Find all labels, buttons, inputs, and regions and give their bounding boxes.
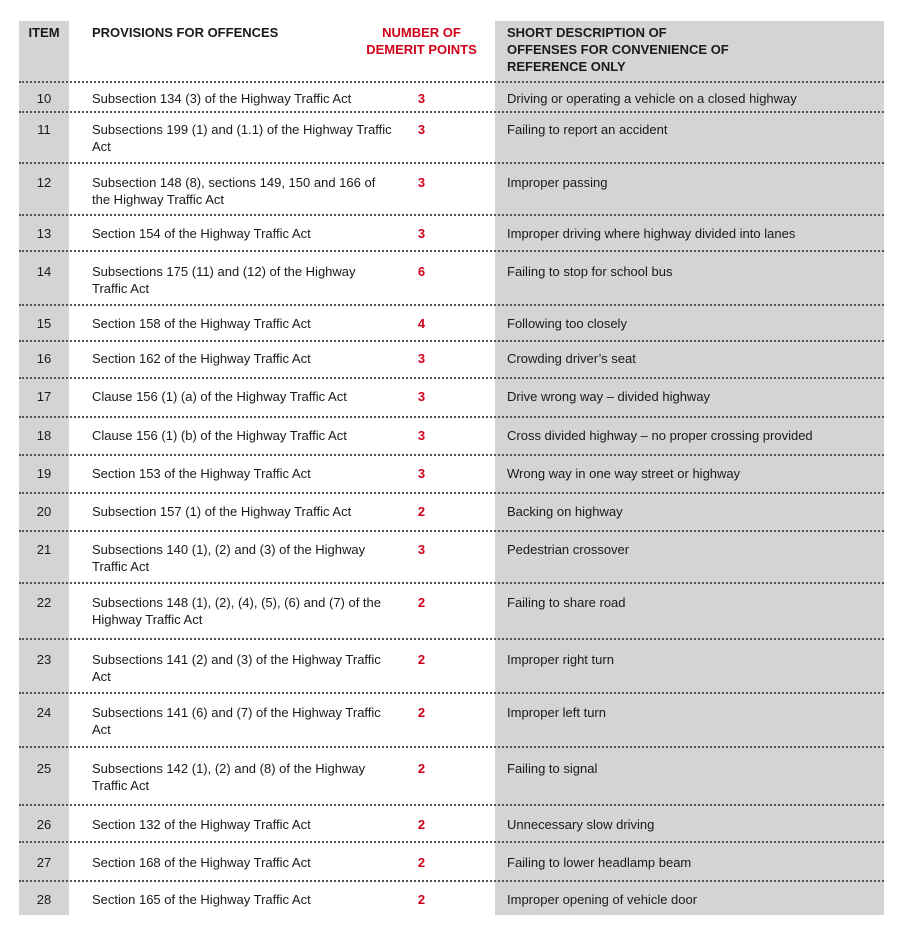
table-row: [19, 704, 884, 740]
row-divider: [19, 162, 884, 164]
table-row: [19, 594, 884, 630]
description-cell: Failing to signal: [507, 761, 598, 776]
provision-cell: Section 158 of the Highway Traffic Act: [92, 316, 311, 331]
item-cell: 25: [36, 761, 52, 776]
item-cell: 23: [36, 652, 52, 667]
item-cell: 28: [36, 892, 52, 907]
points-cell: 4: [417, 316, 426, 331]
row-divider: [19, 638, 884, 640]
item-cell: 24: [36, 705, 52, 720]
provision-cell: Subsection 157 (1) of the Highway Traffic Act: [92, 504, 352, 519]
points-cell: 2: [417, 892, 426, 907]
table-row: [19, 121, 884, 157]
provision-cell: Subsections 141 (6) and (7) of the Highway Traffic Act: [92, 705, 381, 737]
item-cell: 15: [36, 316, 52, 331]
row-divider: [19, 746, 884, 748]
table-row: [19, 427, 884, 463]
description-cell: Unnecessary slow driving: [507, 817, 655, 832]
points-cell: 2: [417, 761, 426, 776]
table-row: [19, 350, 884, 386]
row-divider: [19, 304, 884, 306]
description-cell: Cross divided highway – no proper crossing provided: [507, 428, 813, 443]
table-row: [19, 651, 884, 687]
description-cell: Failing to lower headlamp beam: [507, 855, 692, 870]
points-cell: 3: [417, 175, 426, 190]
table-row: [19, 225, 884, 261]
provision-cell: Subsections 175 (11) and (12) of the Highway Traffic Act: [92, 264, 356, 296]
table-row: [19, 816, 884, 852]
item-cell: 26: [36, 817, 52, 832]
table-row: [19, 315, 884, 351]
row-divider: [19, 214, 884, 216]
points-cell: 2: [417, 817, 426, 832]
description-cell: Improper right turn: [507, 652, 614, 667]
item-cell: 13: [36, 226, 52, 241]
provision-cell: Subsection 134 (3) of the Highway Traffic Act: [92, 91, 352, 106]
item-cell: 10: [36, 91, 52, 106]
points-cell: 2: [417, 504, 426, 519]
description-cell: Driving or operating a vehicle on a closed highway: [507, 91, 797, 106]
item-cell: 11: [37, 122, 51, 137]
description-cell: Failing to report an accident: [507, 122, 668, 137]
description-cell: Failing to stop for school bus: [507, 264, 673, 279]
provision-cell: Clause 156 (1) (b) of the Highway Traffic Act: [92, 428, 347, 443]
table-row: [19, 760, 884, 796]
provision-cell: Section 165 of the Highway Traffic Act: [92, 892, 311, 907]
row-divider: [19, 804, 884, 806]
description-cell: Backing on highway: [507, 504, 623, 519]
table-row: [19, 263, 884, 299]
points-cell: 3: [417, 389, 426, 404]
table-row: [19, 503, 884, 539]
table-header: [19, 24, 884, 76]
provision-cell: Subsections 148 (1), (2), (4), (5), (6) and (7) of the Highway Traffic Act: [92, 595, 382, 627]
header-provisions: PROVISIONS FOR OFFENCES: [92, 25, 279, 40]
header-points: NUMBER OF DEMERIT POINTS: [366, 25, 477, 57]
provision-cell: Section 132 of the Highway Traffic Act: [92, 817, 311, 832]
item-cell: 22: [36, 595, 52, 610]
provision-cell: Section 168 of the Highway Traffic Act: [92, 855, 311, 870]
table-row: [19, 388, 884, 424]
description-cell: Improper passing: [507, 175, 608, 190]
item-cell: 17: [36, 389, 52, 404]
description-cell: Following too closely: [507, 316, 627, 331]
row-divider: [19, 582, 884, 584]
table-row: [19, 854, 884, 890]
provision-cell: Section 162 of the Highway Traffic Act: [92, 351, 311, 366]
table-row: [19, 174, 884, 210]
provision-cell: Section 153 of the Highway Traffic Act: [92, 466, 311, 481]
item-cell: 20: [36, 504, 52, 519]
provision-cell: Subsection 148 (8), sections 149, 150 and 166 of the Highway Traffic Act: [92, 175, 376, 207]
points-cell: 3: [417, 226, 426, 241]
table-row: [19, 891, 884, 927]
description-cell: Improper left turn: [507, 705, 606, 720]
description-cell: Wrong way in one way street or highway: [507, 466, 741, 481]
description-cell: Drive wrong way – divided highway: [507, 389, 711, 404]
item-cell: 16: [36, 351, 52, 366]
description-cell: Improper opening of vehicle door: [507, 892, 698, 907]
description-cell: Improper driving where highway divided into lanes: [507, 226, 796, 241]
row-divider: [19, 81, 884, 83]
provision-cell: Subsections 142 (1), (2) and (8) of the Highway Traffic Act: [92, 761, 366, 793]
points-cell: 3: [417, 466, 426, 481]
item-cell: 27: [36, 855, 52, 870]
header-item: ITEM: [28, 25, 60, 40]
item-cell: 21: [36, 542, 52, 557]
points-cell: 3: [417, 351, 426, 366]
row-divider: [19, 692, 884, 694]
table-row: [19, 541, 884, 577]
description-cell: Pedestrian crossover: [507, 542, 630, 557]
item-cell: 18: [36, 428, 52, 443]
provision-cell: Subsections 199 (1) and (1.1) of the Highway Traffic Act: [92, 122, 392, 154]
points-cell: 2: [417, 705, 426, 720]
points-cell: 2: [417, 855, 426, 870]
item-cell: 12: [36, 175, 52, 190]
table-row: [19, 465, 884, 501]
provision-cell: Section 154 of the Highway Traffic Act: [92, 226, 311, 241]
provision-cell: Clause 156 (1) (a) of the Highway Traffic Act: [92, 389, 347, 404]
points-cell: 2: [417, 652, 426, 667]
points-cell: 2: [417, 595, 426, 610]
points-cell: 3: [417, 428, 426, 443]
points-cell: 3: [417, 542, 426, 557]
points-cell: 3: [417, 122, 426, 137]
item-cell: 19: [36, 466, 52, 481]
points-cell: 3: [417, 91, 426, 106]
provision-cell: Subsections 141 (2) and (3) of the Highway Traffic Act: [92, 652, 381, 684]
description-cell: Crowding driver’s seat: [507, 351, 636, 366]
item-cell: 14: [36, 264, 52, 279]
header-description: SHORT DESCRIPTION OF OFFENSES FOR CONVENIENCE OF REFERENCE ONLY: [507, 25, 729, 74]
points-cell: 6: [417, 264, 426, 279]
provision-cell: Subsections 140 (1), (2) and (3) of the Highway Traffic Act: [92, 542, 366, 574]
description-cell: Failing to share road: [507, 595, 626, 610]
